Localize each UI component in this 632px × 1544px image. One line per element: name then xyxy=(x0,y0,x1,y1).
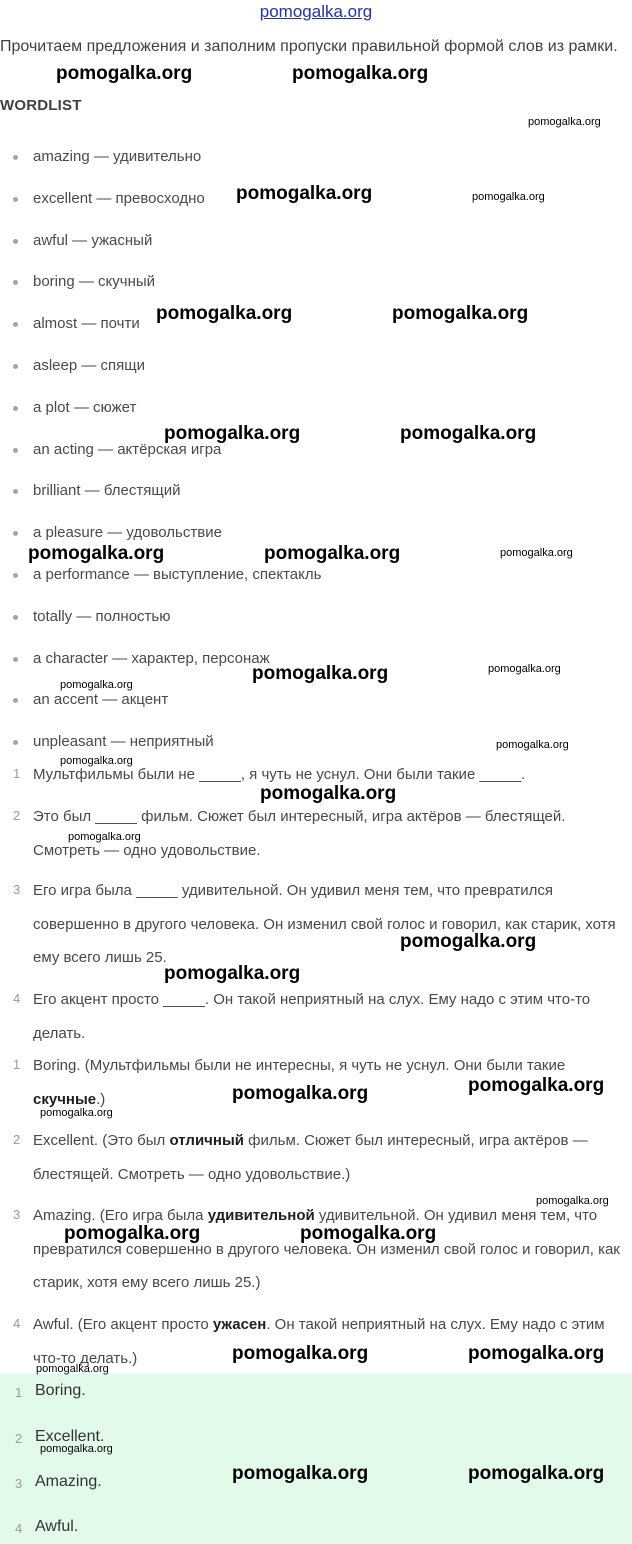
watermark: pomogalka.org xyxy=(60,755,133,767)
watermark: pomogalka.org xyxy=(392,303,529,324)
bullet-icon xyxy=(13,698,18,703)
bullet-icon xyxy=(13,489,18,494)
site-header-link[interactable]: pomogalka.org xyxy=(259,2,373,21)
answer-word: скучные xyxy=(33,1090,97,1108)
answer-number: 2 xyxy=(15,1431,23,1446)
watermark: pomogalka.org xyxy=(156,303,293,324)
exercise-number: 1 xyxy=(13,766,21,781)
bullet-icon xyxy=(13,280,18,285)
exercise-sentence: Мультфильмы были не _____, я чуть не уснул. Они были такие _____. xyxy=(33,766,526,783)
intro-text: Прочитаем предложения и заполним пропуски правильной формой слов из рамки. xyxy=(0,38,618,55)
exercise-sentence: Его акцент просто _____. Он такой неприятный на слух. Ему надо с этим что-то делать. xyxy=(33,991,591,1042)
answer-word: ужасен xyxy=(212,1316,267,1333)
exercise-number: 3 xyxy=(13,882,21,897)
bullet-icon xyxy=(13,531,18,536)
watermark: pomogalka.org xyxy=(28,543,165,564)
answer-item: Excellent. xyxy=(35,1428,105,1445)
explanation-number: 1 xyxy=(13,1057,21,1072)
bullet-icon xyxy=(13,197,18,202)
answer-number: 4 xyxy=(15,1521,23,1536)
bullet-icon xyxy=(13,740,18,745)
watermark: pomogalka.org xyxy=(164,423,301,444)
bullet-icon xyxy=(13,155,18,160)
watermark: pomogalka.org xyxy=(400,423,537,444)
watermark: pomogalka.org xyxy=(232,1463,369,1484)
answer-item: Awful. xyxy=(35,1518,79,1535)
answer-word: отличный xyxy=(169,1132,244,1149)
page: pomogalka.org Прочитаем предложения и заполним пропуски правильной формой слов из рамки. WORDLIST amazing — удивительно excellent — превосходно awful — ужасный boring — скучный almost — почти asleep — спящи a plot — сюжет an acting — актёрская игра brilliant — блестящий a pleasure — удовольствие a performance — выступление, спектакль totally — полностью a character — характер, персонаж an accent — акцент unpleasant — неприятный 1 Мультфильмы были не _____, я чуть не уснул. Они были такие _____. 2 Это был _____ фильм. Сюжет был интересный, игра актёров — блестящей. Смотреть — одно удовольствие. 3 Его игра была _____ удивительной. Он удивил меня тем, что превратился совершенно в другого человека. Он изменил свой голос и говорил, как старик, хотя ему всего лишь 25. 4 Его акцент просто _____. Он такой неприятный на слух. Ему надо с этим что-то делать. 1 Boring. (Мультфильмы были не интересны, я чуть не уснул. Они были такие скучные.) 2 Excellent. (Это был отличный фильм. Сюжет был интересный, игра актёров — блестящей. Смотреть — одно удовольствие.) 3 Amazing. (Его игра была удивительной удивительной. Он удивил меня тем, что превратился совершенно в другого человека. Он изменил свой голос и говорил, как старик, хотя ему всего лишь 25.) 4 Awful. (Его акцент просто ужасен. Он такой неприятный на слух. Ему надо с этим что-то делать.) 1 Boring. 2 Excellent. 3 Amazing. 4 Awful. pomogalka.org pomogalka.org pomogalka.org pomogalka.org pomogalka.org pomogalka.org pomogalka.org pomogalka.org pomogalka.org pomogalka.org pomogalka.org pomogalka.org pomogalka.org pomogalka.org pomogalka.org pomogalka.org pomogalka.org pomogalka.org pomogalka.org pomogalka.org pomogalka.org pomogalka.org pomogalka.org pomogalka.org pomogalka.org pomogalka.org pomogalka.org pomogalka.org pomogalka.org pomogalka.org pomogalka.org pomogalka.org pomogalka.org xyxy=(0,0,632,1544)
watermark: pomogalka.org xyxy=(232,1343,369,1364)
answer-item: Boring. xyxy=(35,1382,86,1399)
watermark: pomogalka.org xyxy=(40,1443,113,1455)
watermark: pomogalka.org xyxy=(472,191,545,203)
answer-number: 3 xyxy=(15,1476,23,1491)
bullet-icon xyxy=(13,406,18,411)
exercise-sentence: Это был _____ фильм. Сюжет был интересный, игра актёров — блестящей. Смотреть — одно удовольствие. xyxy=(33,808,566,859)
bullet-icon xyxy=(13,239,18,244)
bullet-icon xyxy=(13,573,18,578)
explanation-number: 2 xyxy=(13,1132,21,1147)
answer-box xyxy=(0,1374,632,1544)
watermark: pomogalka.org xyxy=(468,1075,605,1096)
watermark: pomogalka.org xyxy=(496,739,569,751)
bullet-icon xyxy=(13,615,18,620)
watermark: pomogalka.org xyxy=(500,547,573,559)
bullet-icon xyxy=(13,448,18,453)
bullet-icon xyxy=(13,364,18,369)
watermark: pomogalka.org xyxy=(236,183,373,204)
watermark: pomogalka.org xyxy=(56,63,193,84)
watermark: pomogalka.org xyxy=(528,116,601,128)
exercise-number: 4 xyxy=(13,991,21,1006)
watermark: pomogalka.org xyxy=(400,931,537,952)
watermark: pomogalka.org xyxy=(60,679,133,691)
watermark: pomogalka.org xyxy=(260,783,397,804)
wordlist-heading: WORDLIST xyxy=(0,97,82,114)
answer-number: 1 xyxy=(15,1385,23,1400)
watermark: pomogalka.org xyxy=(36,1363,109,1375)
explanation-paragraph: Awful. (Его акцент просто ужасен. Он такой неприятный на слух. Ему надо с этим что-то делать.) xyxy=(33,1316,605,1367)
watermark: pomogalka.org xyxy=(300,1223,437,1244)
answer-item: Amazing. xyxy=(35,1473,102,1490)
bullet-icon xyxy=(13,322,18,327)
watermark: pomogalka.org xyxy=(40,1107,113,1119)
bullet-icon xyxy=(13,657,18,662)
answer-word: удивительной xyxy=(207,1207,315,1224)
watermark: pomogalka.org xyxy=(536,1195,609,1207)
watermark: pomogalka.org xyxy=(64,1223,201,1244)
exercise-number: 2 xyxy=(13,808,21,823)
explanation-paragraph: Amazing. (Его игра была удивительной удивительной. Он удивил меня тем, что превратился совершенно в другого человека. Он изменил свой голос и говорил, как старик, хотя ему всего лишь 25.) xyxy=(33,1207,620,1291)
explanation-number: 3 xyxy=(13,1207,21,1222)
watermark: pomogalka.org xyxy=(232,1083,369,1104)
watermark: pomogalka.org xyxy=(252,663,389,684)
explanation-paragraph: Boring. (Мультфильмы были не интересны, я чуть не уснул. Они были такие скучные.) xyxy=(33,1057,566,1108)
watermark: pomogalka.org xyxy=(488,663,561,675)
explanation-paragraph: Excellent. (Это был отличный фильм. Сюжет был интересный, игра актёров — блестящей. Смотреть — одно удовольствие.) xyxy=(33,1132,588,1183)
watermark: pomogalka.org xyxy=(164,963,301,984)
watermark: pomogalka.org xyxy=(68,831,141,843)
exercise-sentence: Его игра была _____ удивительной. Он удивил меня тем, что превратился совершенно в другого человека. Он изменил свой голос и говорил, как старик, хотя ему всего лишь 25. xyxy=(33,882,616,966)
watermark: pomogalka.org xyxy=(468,1463,605,1484)
watermark: pomogalka.org xyxy=(264,543,401,564)
watermark: pomogalka.org xyxy=(292,63,429,84)
watermark: pomogalka.org xyxy=(468,1343,605,1364)
explanation-number: 4 xyxy=(13,1316,21,1331)
